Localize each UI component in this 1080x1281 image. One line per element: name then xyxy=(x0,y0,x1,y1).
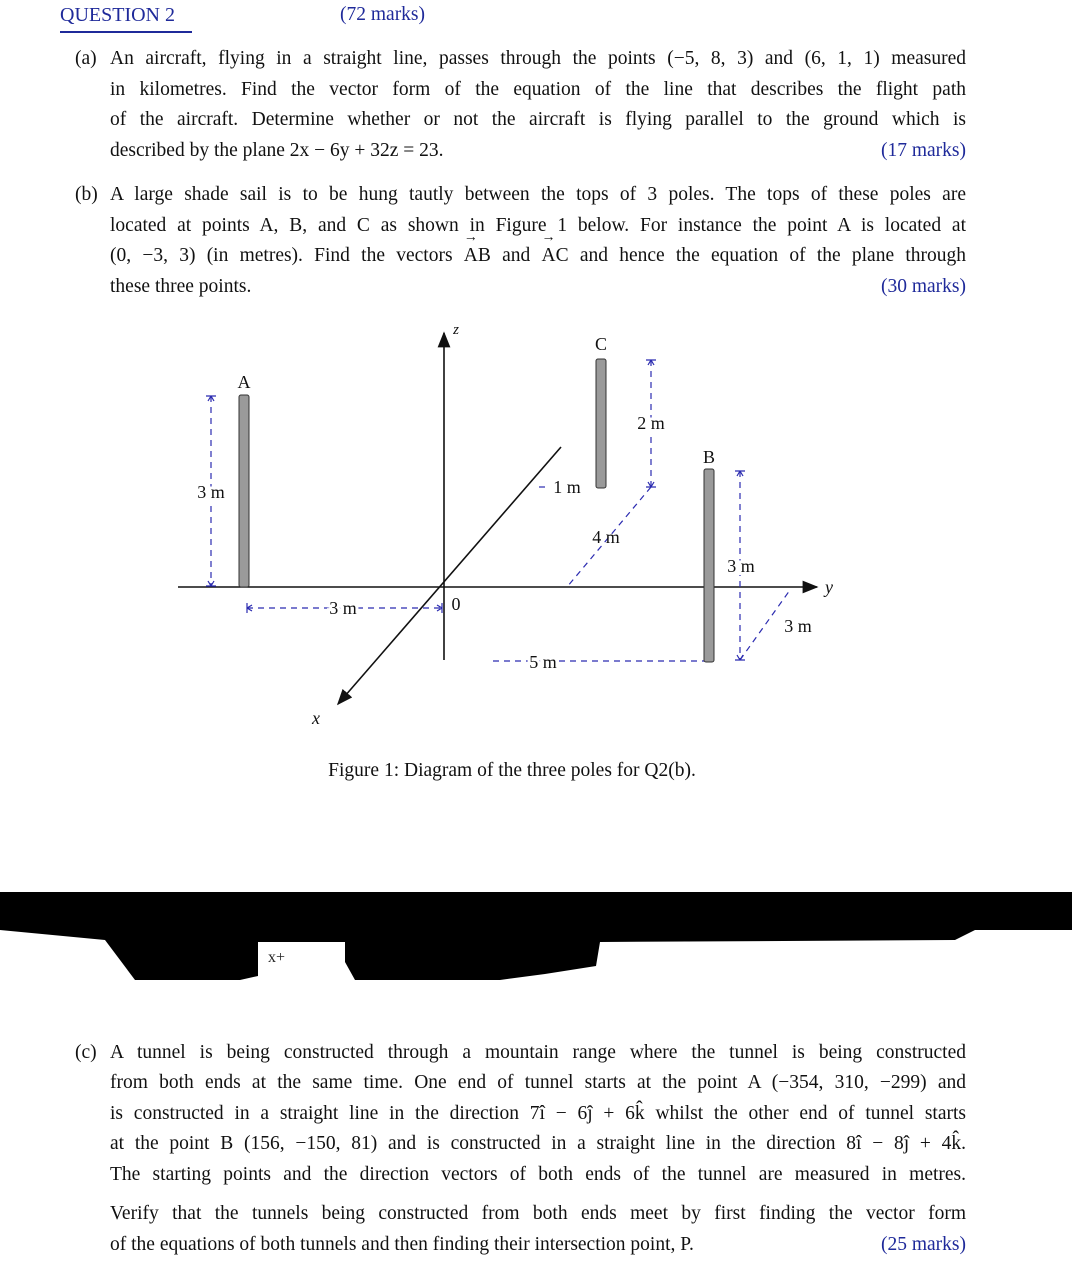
dim-a-height-label: 3 m xyxy=(197,482,225,502)
part-b-line: these three points. xyxy=(110,276,252,297)
pole-b-label: B xyxy=(702,447,716,467)
x-axis xyxy=(338,447,561,704)
dim-a-offset-label: 3 m xyxy=(329,598,357,618)
part-a-line: described by the plane 2x − 6y + 32z = 23. xyxy=(110,140,444,161)
text: and hence the equation of the plane through xyxy=(579,245,966,266)
vector-ab: → AB xyxy=(464,245,491,267)
dim-b-height-label: 3 m xyxy=(727,556,755,576)
redaction-block xyxy=(0,880,1080,990)
part-c-marks: (25 marks) xyxy=(880,1234,966,1255)
part-a-label: (a) xyxy=(75,48,97,69)
pole-c xyxy=(596,359,606,488)
figure-caption: Figure 1: Diagram of the three poles for Q2(b). xyxy=(328,760,696,781)
pole-c-label: C xyxy=(594,334,608,354)
question-marks: (72 marks) xyxy=(340,4,426,25)
dim-c-height-label: 2 m xyxy=(637,413,665,433)
part-c-line: of the equations of both tunnels and then finding their intersection point, P. xyxy=(110,1234,694,1255)
part-a-line: An aircraft, flying in a straight line, passes through the points (−5, 8, 3) and (6, 1, 1) measured xyxy=(110,48,966,69)
part-a-last-line xyxy=(110,140,966,162)
dim-b-x-label: 3 m xyxy=(784,616,812,636)
pole-b xyxy=(704,469,714,662)
pole-diagram xyxy=(0,320,1080,760)
pole-a-label: A xyxy=(237,372,251,392)
part-b-marks: (30 marks) xyxy=(880,276,966,297)
z-axis-label: z xyxy=(453,322,459,338)
x-axis-label: x xyxy=(312,708,320,728)
part-c-line: at the point B (156, −150, 81) and is constructed in a straight line in the direction 8î − 8ĵ + 4k̂. xyxy=(110,1133,966,1154)
part-c-line: is constructed in a straight line in the direction 7î − 6ĵ + 6k̂ whilst the other end of tunnel starts xyxy=(110,1103,966,1124)
part-b-line-vectors xyxy=(110,245,966,267)
part-a-marks: (17 marks) xyxy=(880,140,966,161)
text: (0, −3, 3) (in metres). Find the vectors xyxy=(110,245,453,266)
question-title: QUESTION 2 xyxy=(60,4,175,27)
vector-ac: → AC xyxy=(541,245,568,267)
dim-b-x xyxy=(740,590,790,660)
text: and xyxy=(502,245,531,266)
dim-b-y-label: 5 m xyxy=(529,652,557,672)
part-b-last-line xyxy=(110,276,966,298)
part-a-line: of the aircraft. Determine whether or not the aircraft is flying parallel to the ground which is xyxy=(110,109,966,130)
dim-c-y-label: 4 m xyxy=(592,527,620,547)
part-c-line: A tunnel is being constructed through a mountain range where the tunnel is being constructed xyxy=(110,1042,966,1063)
part-b-line: located at points A, B, and C as shown in Figure 1 below. For instance the point A is located at xyxy=(110,215,966,236)
origin-label: 0 xyxy=(451,594,461,614)
part-c-line: from both ends at the same time. One end of tunnel starts at the point A (−354, 310, −299) and xyxy=(110,1072,966,1093)
part-b-line: A large shade sail is to be hung tautly between the tops of 3 poles. The tops of these poles are xyxy=(110,184,966,205)
dim-c-x-label: 1 m xyxy=(553,477,581,497)
part-c-label: (c) xyxy=(75,1042,97,1063)
part-b-label: (b) xyxy=(75,184,98,205)
part-a-line: in kilometres. Find the vector form of the equation of the line that describes the flight path xyxy=(110,79,966,100)
redaction-fragment: x+ xyxy=(268,949,286,966)
y-axis-label: y xyxy=(825,577,833,597)
pole-a xyxy=(239,395,249,587)
part-c-last-line xyxy=(110,1234,966,1256)
part-c-line: The starting points and the direction vectors of both ends of the tunnel are measured in metres. xyxy=(110,1164,966,1185)
part-c-line: Verify that the tunnels being constructed from both ends meet by first finding the vector form xyxy=(110,1203,966,1224)
